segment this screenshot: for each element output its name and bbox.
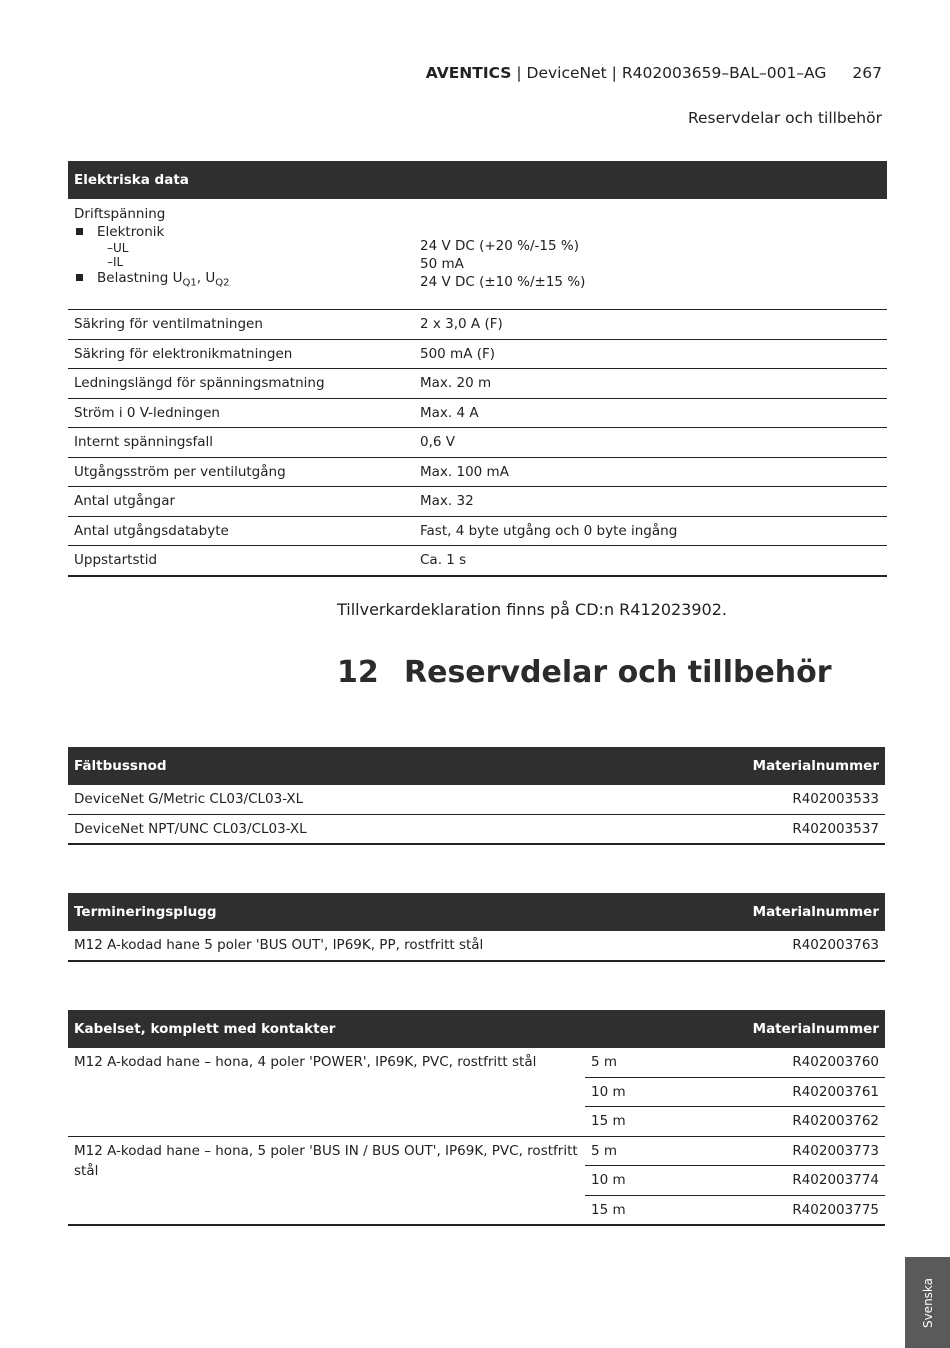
row-label: Antal utgångar [68,487,414,517]
electrical-data-table [68,161,887,577]
supply-item: Belastning $U_{Q1}$, $U_{Q2}$ [97,270,230,289]
row-value: Max. 100 mA [414,457,887,487]
cable-length: 10 m [585,1077,717,1107]
row-label: Ström i 0 V-ledningen [68,398,414,428]
table-row [68,199,887,310]
language-label: Svenska [920,1277,935,1328]
table-row [68,516,887,546]
column-heading: Materialnummer [717,1010,885,1048]
material-number: R402003761 [717,1077,885,1107]
row-label: Antal utgångsdatabyte [68,516,414,546]
cable-length: 15 m [585,1195,717,1225]
brand-name: AVENTICS [425,64,512,82]
material-number: R402003775 [717,1195,885,1225]
cable-length: 5 m [585,1048,717,1077]
cable-length: 15 m [585,1107,717,1137]
part-name: DeviceNet G/Metric CL03/CL03-XL [68,785,590,814]
row-value: 500 mA (F) [414,339,887,369]
table-row [68,398,887,428]
material-number: R402003763 [683,931,885,961]
column-heading: Materialnummer [590,747,885,785]
table-heading: Fältbussnod [68,747,590,785]
supply-value-cell [414,199,887,310]
bullet-square-icon [76,228,83,235]
material-number: R402003533 [590,785,885,814]
row-value: Ca. 1 s [414,546,887,576]
language-tab [905,1257,950,1348]
chapter-number: 12 [337,655,379,690]
cable-length: 10 m [585,1166,717,1196]
bullet-square-icon [76,274,83,281]
document-id: | DeviceNet | R402003659–BAL–001–AG [511,64,827,82]
material-number: R402003537 [590,814,885,844]
supply-label-cell [68,199,414,310]
row-value: Fast, 4 byte utgång och 0 byte ingång [414,516,887,546]
table-row [68,310,887,340]
chapter-title: Reservdelar och tillbehör [404,655,832,690]
row-value: Max. 32 [414,487,887,517]
material-number: R402003773 [717,1136,885,1166]
column-heading: Materialnummer [683,893,885,931]
row-value: 2 x 3,0 A (F) [414,310,887,340]
row-value: 0,6 V [414,428,887,458]
table-heading: Kabelset, komplett med kontakter [68,1010,717,1048]
table-row [68,457,887,487]
fieldbus-node-table [68,747,885,845]
supply-subitem: –IL [107,255,124,269]
chapter-heading [337,655,832,690]
material-number: R402003760 [717,1048,885,1077]
part-name: DeviceNet NPT/UNC CL03/CL03-XL [68,814,590,844]
cable-set-table [68,1010,885,1226]
table-heading: Termineringsplugg [68,893,683,931]
running-header [426,64,882,82]
cable-length: 5 m [585,1136,717,1166]
supply-item: Elektronik [97,224,165,240]
table-row [68,428,887,458]
supply-value: 24 V DC (±10 %/±15 %) [420,274,586,290]
supply-subitem: –UL [107,241,129,255]
row-label: Ledningslängd för spänningsmatning [68,369,414,399]
table-heading: Elektriska data [68,161,887,199]
table-row [68,487,887,517]
supply-label: Driftspänning [74,206,166,222]
row-label: Uppstartstid [68,546,414,576]
material-number: R402003762 [717,1107,885,1137]
table-row [68,814,885,844]
table-row [68,1136,885,1166]
row-value: Max. 20 m [414,369,887,399]
table-row [68,785,885,814]
row-label: Internt spänningsfall [68,428,414,458]
row-value: Max. 4 A [414,398,887,428]
termination-plug-table [68,893,885,962]
row-label: Utgångsström per ventilutgång [68,457,414,487]
part-name: M12 A-kodad hane – hona, 5 poler 'BUS IN / BUS OUT', IP69K, PVC, rostfritt stål [68,1136,585,1225]
supply-value: 24 V DC (+20 %/-15 %) [420,238,579,254]
part-name: M12 A-kodad hane 5 poler 'BUS OUT', IP69K, PP, rostfritt stål [68,931,683,961]
table-row [68,339,887,369]
table-row [68,369,887,399]
page-number: 267 [852,64,882,82]
declaration-note: Tillverkardeklaration finns på CD:n R412023902. [337,600,727,619]
row-label: Säkring för ventilmatningen [68,310,414,340]
material-number: R402003774 [717,1166,885,1196]
supply-value: 50 mA [420,256,464,272]
section-header: Reservdelar och tillbehör [687,109,882,127]
table-row [68,546,887,576]
row-label: Säkring för elektronikmatningen [68,339,414,369]
table-row [68,931,885,961]
table-row [68,1048,885,1077]
part-name: M12 A-kodad hane – hona, 4 poler 'POWER', IP69K, PVC, rostfritt stål [68,1048,585,1136]
